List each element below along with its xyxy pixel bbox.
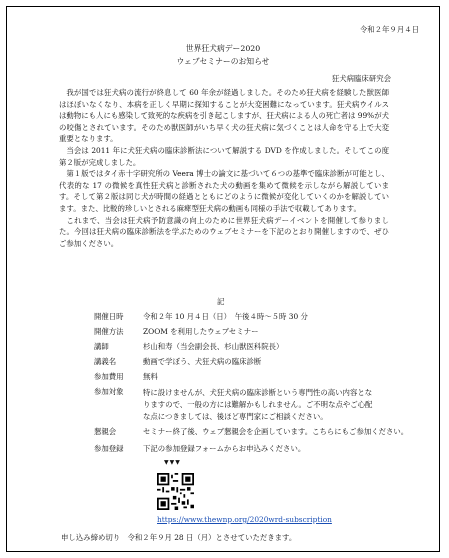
- paragraph-3: 第１版ではタイ赤十字研究所の Veera 博士の論文に基づいて６つの基準で臨床診断が可能とし、代表的な 17 の微候を真性狂犬病と診断された犬の動画を集めて微候を示しながら解説しています。そして第２版は同じ犬が時間の経過とともにどのように微候が変化していくのかを解説しています。また、比較的珍しいとされる麻痺型狂犬病の動画も同様の手法で収載してあります。: [59, 169, 389, 213]
- detail-label: 参加費用: [94, 372, 124, 381]
- detail-label: 懇親会: [94, 427, 117, 436]
- paragraph-1: 我が国では狂犬病の流行が終息して 60 年余が経過しました。そのため狂犬病を経験した獣医師はほぼいなくなり、本病を正しく早期に探知することが大変困難になっています。狂犬病ウイルスは動物にも人にも感染して致死的な疾病を引き起こしますが、狂犬病による人の死亡者は 99%が犬の咬傷とされています。そのため獣医師がいち早く犬の狂犬病に気づくことは人命を守る上で大変重要となります。: [59, 88, 389, 144]
- qr-code[interactable]: [157, 473, 194, 510]
- deadline-text: 申し込み締め切り 令和２年９月 28 日（月）とさせていただきます。: [61, 533, 297, 542]
- registration-link[interactable]: https://www.thewnp.org/2020wrd-subscription: [157, 515, 332, 524]
- detail-label: 参加対象: [94, 387, 124, 396]
- detail-label: 講義名: [94, 357, 117, 366]
- document-subtitle: ウェブセミナーのお知らせ: [176, 57, 270, 66]
- paragraph-4: これまで、当会は狂犬病予防意識の向上のために世界狂犬病デーイベントを開催して参りました。今回は狂犬病の臨床診断法を学ぶためのウェブセミナーを下記のとおり開催しますので、ぜひご参加ください。: [59, 215, 389, 248]
- detail-value: 無料: [143, 372, 158, 381]
- paragraph-2: 当会は 2011 年に犬狂犬病の臨床診断法について解説する DVD を作成しました。そしてこの度第２版が完成しました。: [59, 145, 389, 167]
- notice-page: [6, 6, 440, 552]
- detail-label: 講師: [94, 342, 109, 351]
- organization-name: 狂犬病臨床研究会: [331, 74, 391, 83]
- detail-value: セミナー終了後、ウェブ懇親会を企画しています。こちらにもご参加ください。: [143, 427, 409, 436]
- detail-value: 下記の参加登録フォームからお申込みください。: [143, 444, 306, 453]
- detail-value: ZOOM を利用したウェブセミナー: [143, 327, 259, 336]
- ki-heading: 記: [217, 297, 225, 306]
- detail-value: 杉山和寿（当会副会長、杉山獣医科院長）: [143, 342, 284, 351]
- detail-value: 動画で学ぼう、犬狂犬病の臨床診断: [143, 357, 262, 366]
- detail-label: 開催方法: [94, 327, 124, 336]
- detail-label: 参加登録: [94, 444, 124, 453]
- issue-date: 令和２年９月４日: [359, 25, 419, 34]
- body-text: [59, 87, 389, 249]
- detail-value: 令和２年 10 月４日（日） 午後４時～５時 30 分: [143, 312, 308, 321]
- detail-value: 特に設けませんが、犬狂犬病の臨床診断という専門性の高い内容となりますので、一般の方には難解かもしれません。ご不明な点やご心配な点につきましては、後ほど専門家にご相談ください。: [143, 388, 373, 421]
- document-title: 世界狂犬病デー2020: [185, 44, 261, 53]
- detail-label: 開催日時: [94, 312, 124, 321]
- down-arrows: ▼▼▼: [164, 459, 181, 466]
